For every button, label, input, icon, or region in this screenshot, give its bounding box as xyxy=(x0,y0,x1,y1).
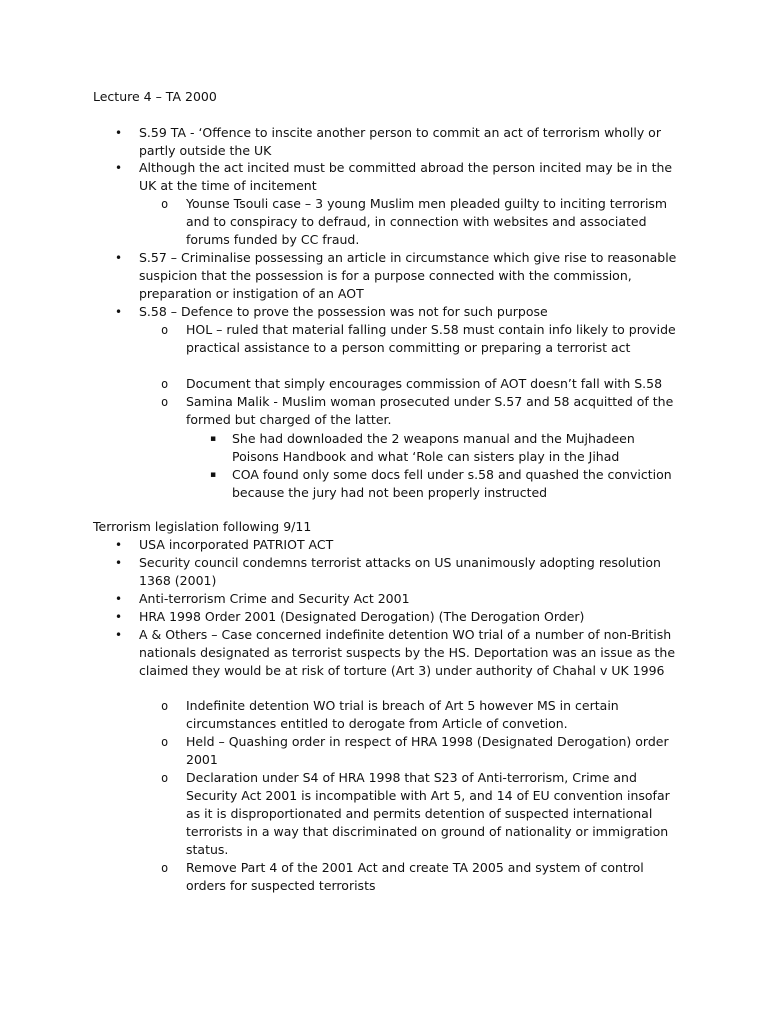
list-item-text: Document that simply encourages commission of AOT doesn’t fall with S.58 xyxy=(186,376,663,391)
list-item xyxy=(115,608,679,626)
list-item-text: USA incorporated PATRIOT ACT xyxy=(139,537,334,552)
bullet-marker: o xyxy=(161,395,169,409)
list-item xyxy=(161,321,676,357)
list-item-text: Indefinite detention WO trial is breach of Art 5 however MS in certain circumstances entitled to derogate from Article of convetion. xyxy=(186,698,619,731)
list-item xyxy=(161,769,676,859)
list-item-text: HRA 1998 Order 2001 (Designated Derogation) (The Derogation Order) xyxy=(139,609,585,624)
bullet-marker: • xyxy=(115,305,123,319)
list-item-text: COA found only some docs fell under s.58 and quashed the conviction because the jury had not been properly instructed xyxy=(232,467,672,500)
list-item xyxy=(161,733,676,769)
bullet-marker: • xyxy=(115,592,123,606)
list-item-text: S.59 TA - ‘Offence to inscite another person to commit an act of terrorism wholly or partly outside the UK xyxy=(139,125,661,158)
bullet-marker: o xyxy=(161,771,169,785)
list-item-text: Remove Part 4 of the 2001 Act and create TA 2005 and system of control orders for suspected terrorists xyxy=(186,860,644,893)
bullet-marker: o xyxy=(161,323,169,337)
section-heading: Lecture 4 – TA 2000 xyxy=(93,89,217,104)
list-item-text: Security council condemns terrorist attacks on US unanimously adopting resolution 1368 (2001) xyxy=(139,555,661,588)
list-item xyxy=(161,697,676,733)
list-item xyxy=(115,303,679,321)
bullet-marker: o xyxy=(161,699,169,713)
list-item-text: She had downloaded the 2 weapons manual and the Mujhadeen Poisons Handbook and what ‘Role can sisters play in the Jihad xyxy=(232,431,635,464)
bullet-marker: • xyxy=(115,161,123,175)
list-item-text: S.57 – Criminalise possessing an article in circumstance which give rise to reasonable suspicion that the possession is for a purpose connected with the commission, preparation or instigation of an AOT xyxy=(139,250,677,301)
bullet-marker: ▪ xyxy=(210,434,217,444)
bullet-marker: • xyxy=(115,126,123,140)
bullet-marker: o xyxy=(161,197,169,211)
list-item xyxy=(115,124,679,160)
bullet-marker: ▪ xyxy=(210,470,217,480)
list-item-text: A & Others – Case concerned indefinite detention WO trial of a number of non-British nationals designated as terrorist suspects by the HS. Deportation was an issue as the claimed they would be at risk of torture (Art 3) under authority of Chahal v UK 1996 xyxy=(139,627,676,678)
list-item-text: S.58 – Defence to prove the possession was not for such purpose xyxy=(139,304,548,319)
list-item xyxy=(161,393,676,429)
list-item-text: Although the act incited must be committed abroad the person incited may be in the UK at the time of incitement xyxy=(139,160,673,193)
list-item xyxy=(115,590,679,608)
list-item xyxy=(161,859,676,895)
bullet-marker: • xyxy=(115,538,123,552)
bullet-marker: • xyxy=(115,610,123,624)
list-item-text: Declaration under S4 of HRA 1998 that S23 of Anti-terrorism, Crime and Security Act 2001 is incompatible with Art 5, and 14 of EU convention insofar as it is disproportionated and permits detention of suspected international terrorists in a way that discriminated on ground of nationality or immigration status. xyxy=(186,770,670,857)
list-item xyxy=(210,466,677,502)
list-item xyxy=(161,375,676,393)
list-item-text: HOL – ruled that material falling under S.58 must contain info likely to provide practical assistance to a person committing or preparing a terrorist act xyxy=(186,322,676,355)
list-item-text: Samina Malik - Muslim woman prosecuted under S.57 and 58 acquitted of the formed but charged of the latter. xyxy=(186,394,674,427)
bullet-marker: • xyxy=(115,628,123,642)
list-item xyxy=(115,159,679,195)
bullet-marker: o xyxy=(161,377,169,391)
bullet-marker: • xyxy=(115,251,123,265)
bullet-marker: o xyxy=(161,861,169,875)
list-item-text: Anti-terrorism Crime and Security Act 2001 xyxy=(139,591,410,606)
list-item xyxy=(115,626,679,680)
list-item xyxy=(161,195,676,249)
bullet-marker: o xyxy=(161,735,169,749)
list-item xyxy=(210,430,677,466)
list-item xyxy=(115,554,679,590)
list-item-text: Younse Tsouli case – 3 young Muslim men pleaded guilty to inciting terrorism and to conspiracy to defraud, in connection with websites and associated forums funded by CC fraud. xyxy=(186,196,668,247)
list-item xyxy=(115,536,679,554)
list-item xyxy=(115,249,679,303)
bullet-marker: • xyxy=(115,556,123,570)
list-item-text: Held – Quashing order in respect of HRA 1998 (Designated Derogation) order 2001 xyxy=(186,734,669,767)
section-heading: Terrorism legislation following 9/11 xyxy=(93,519,312,534)
